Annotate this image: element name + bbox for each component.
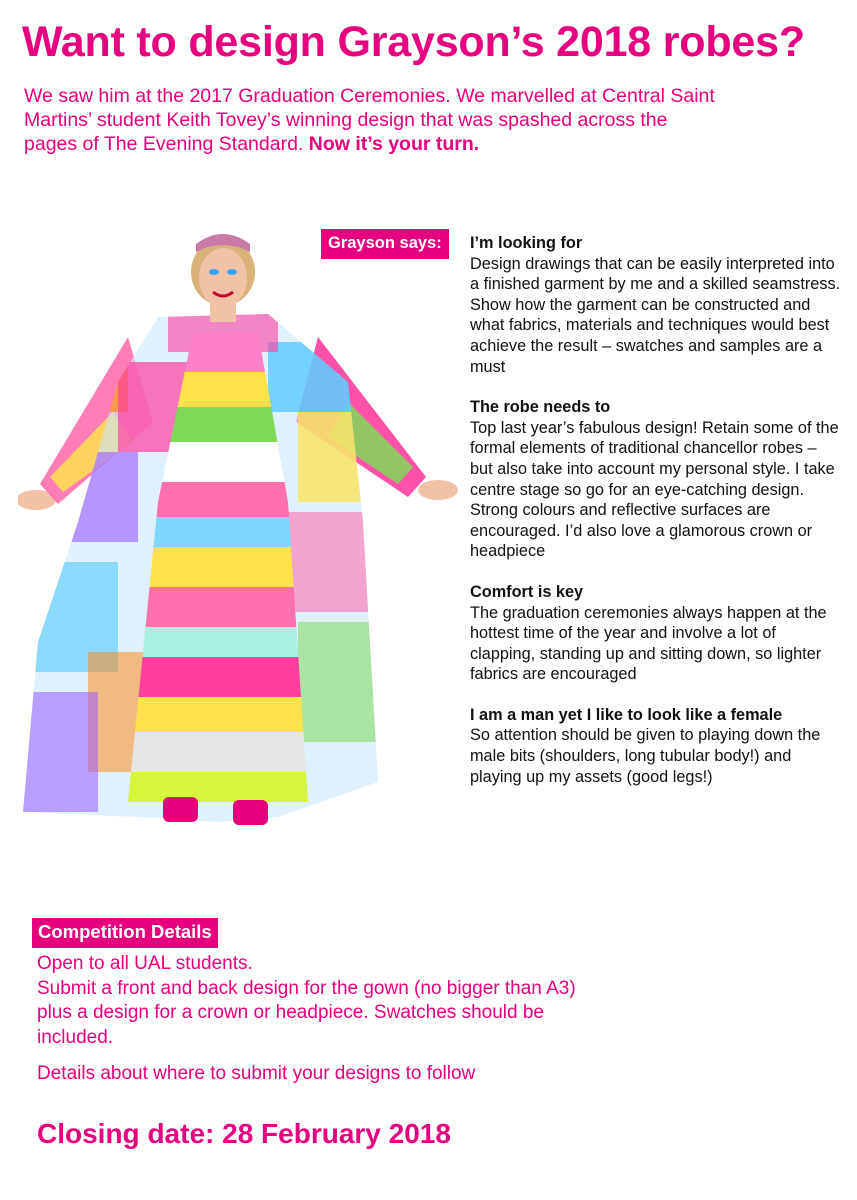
right-shoe: [233, 800, 268, 825]
right-hand: [418, 480, 458, 500]
section-heading: I’m looking for: [470, 234, 583, 252]
section-comfort: [470, 582, 842, 685]
section-look-female: [470, 705, 842, 787]
competition-details-body: [37, 952, 607, 1087]
section-body: Top last year’s fabulous design! Retain some of the formal elements of traditional chancellor robes – but also take into account my personal style. I take centre stage so go for an eye-catching design. Strong colours and reflective surfaces are encouraged. I’d also love a glamorous crown or headpiece: [470, 418, 839, 561]
left-shoe: [163, 797, 198, 822]
submission-text: Submit a front and back design for the gown (no bigger than A3) plus a design for a crown or headpiece. Swatches should be included.: [37, 977, 576, 1048]
section-heading: Comfort is key: [470, 582, 584, 601]
face: [199, 248, 247, 308]
left-eye: [209, 269, 219, 275]
section-body: The graduation ceremonies always happen at the hottest time of the year and involve a lot of clapping, standing up and sitting down, so lighter fabrics are encouraged: [470, 603, 827, 684]
intro-emphasis: Now it’s your turn.: [308, 133, 480, 155]
section-body: Design drawings that can be easily interpreted into a finished garment by me and a skilled seamstress. Show how the garment can be constructed and what fabrics, materials and techniques would best achieve the result – swatches and samples are a must: [470, 254, 841, 376]
requirements-column: [470, 233, 842, 807]
competition-details-badge: Competition Details: [32, 918, 218, 948]
section-robe-needs: [470, 397, 842, 562]
intro-paragraph: [24, 84, 724, 156]
person-in-colorful-robe-icon: [18, 222, 458, 832]
page-title: Want to design Grayson’s 2018 robes?: [22, 18, 805, 66]
section-body: So attention should be given to playing down the male bits (shoulders, long tubular body!) and playing up my assets (good legs!): [470, 726, 821, 786]
submission-details-text: Details about where to submit your designs to follow: [37, 1063, 476, 1084]
intro-text: We saw him at the 2017 Graduation Ceremonies. We marvelled at Central Saint Martins’ student Keith Tovey’s winning design that was spashed across the pages of The Evening Standard.: [24, 85, 715, 155]
closing-date: Closing date: 28 February 2018: [37, 1118, 451, 1149]
right-eye: [227, 269, 237, 275]
section-looking-for: [470, 233, 842, 377]
grayson-says-badge: Grayson says:: [321, 229, 449, 259]
section-heading: The robe needs to: [470, 398, 611, 417]
eligibility-text: Open to all UAL students.: [37, 953, 253, 974]
section-heading: I am a man yet I like to look like a female: [470, 705, 783, 724]
